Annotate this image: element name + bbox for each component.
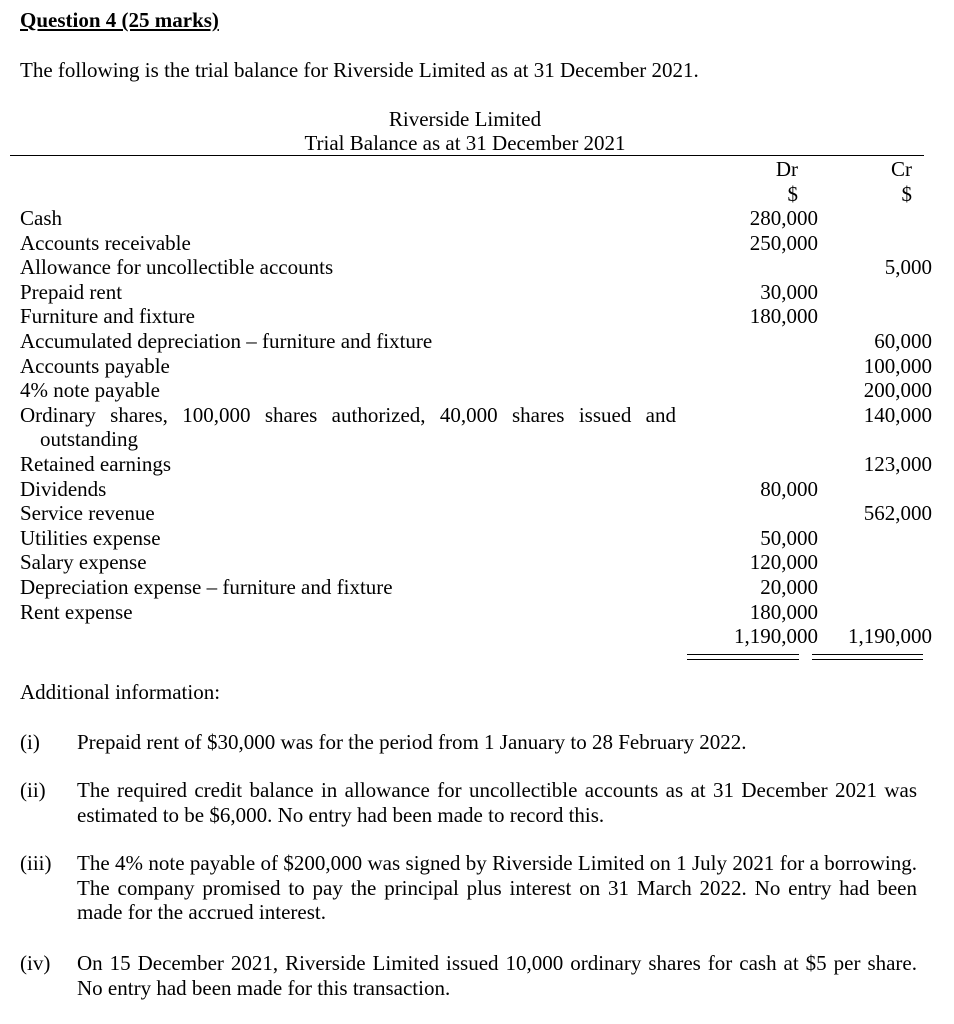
table-row — [20, 477, 920, 502]
dr-amount: 180,000 — [749, 599, 818, 624]
table-row — [20, 304, 920, 329]
dr-amount: 80,000 — [760, 476, 818, 501]
account-name: Salary expense — [20, 550, 147, 575]
dr-amount: 120,000 — [749, 550, 818, 575]
account-name: Cash — [20, 206, 62, 230]
table-row — [20, 575, 920, 600]
account-name: Dividends — [20, 476, 107, 501]
cr-amount: 60,000 — [874, 329, 932, 353]
cr-total: 1,190,000 — [848, 624, 932, 649]
item-text: On 15 December 2021, Riverside Limited issued 10,000 ordinary shares for cash at $5 per share. No entry had been made for this transaction. — [77, 951, 917, 1000]
item-number: (iv) — [20, 951, 51, 975]
table-row — [20, 206, 920, 231]
dr-amount: 50,000 — [760, 525, 818, 550]
account-name: Allowance for uncollectible accounts — [20, 255, 334, 280]
table-row — [20, 231, 920, 256]
item-text: Prepaid rent of $30,000 was for the period from 1 January to 28 February 2022. — [77, 730, 747, 754]
account-name: Depreciation expense – furniture and fixture — [20, 575, 393, 599]
cr-header: Cr — [891, 157, 912, 181]
dr-header: Dr — [775, 157, 798, 181]
dr-total: 1,190,000 — [734, 624, 818, 649]
item-number: (iii) — [20, 851, 52, 875]
cr-amount: 5,000 — [884, 255, 932, 280]
table-row — [20, 550, 920, 575]
table-row — [20, 280, 920, 305]
item-text: The 4% note payable of $200,000 was signed by Riverside Limited on 1 July 2021 for a borrowing. The company promised to pay the principal plus interest on 31 March 2022. No entry had been made for the accrued interest. — [77, 851, 917, 925]
cr-amount: 123,000 — [863, 452, 932, 476]
account-name: Retained earnings — [20, 452, 172, 476]
account-name: Service revenue — [20, 501, 155, 526]
cr-amount: 100,000 — [863, 353, 932, 378]
item-text: The required credit balance in allowance for uncollectible accounts as at 31 December 2021 was estimated to be $6,000. No entry had been made to record this. — [77, 778, 917, 827]
account-name: Accounts receivable — [20, 230, 191, 255]
dr-total-rule — [687, 654, 799, 660]
account-name: Utilities expense — [20, 525, 161, 550]
table-row — [20, 353, 932, 379]
question-heading: Question 4 (25 marks) — [20, 8, 219, 32]
account-name: Ordinary shares, 100,000 shares authorized, 40,000 shares issued and — [20, 402, 676, 427]
item-number: (i) — [20, 730, 40, 754]
cr-total-rule — [812, 654, 923, 660]
table-row — [20, 402, 932, 428]
table-row — [20, 255, 932, 280]
account-name: Accounts payable — [20, 353, 170, 378]
header-rule — [10, 155, 924, 156]
totals-row — [20, 624, 932, 649]
table-row — [20, 378, 932, 403]
company-name: Riverside Limited — [388, 107, 542, 131]
additional-info-title: Additional information: — [20, 680, 221, 704]
dr-amount: 20,000 — [760, 575, 818, 599]
table-row — [20, 501, 932, 526]
table-row — [20, 526, 920, 551]
dr-amount: 30,000 — [760, 279, 818, 304]
item-number: (ii) — [20, 778, 46, 802]
cr-amount: 140,000 — [863, 402, 932, 427]
table-row — [20, 452, 932, 477]
account-name: Rent expense — [20, 599, 133, 624]
table-row — [20, 329, 932, 354]
intro-text: The following is the trial balance for Riverside Limited as at 31 December 2021. — [20, 58, 699, 82]
dr-amount: 180,000 — [749, 304, 818, 329]
dr-currency: $ — [787, 182, 798, 206]
cr-amount: 562,000 — [863, 501, 932, 526]
trial-balance-subtitle: Trial Balance as at 31 December 2021 — [304, 131, 626, 155]
dr-amount: 280,000 — [749, 206, 818, 230]
table-row — [20, 427, 920, 452]
account-name: Prepaid rent — [20, 279, 123, 304]
cr-currency: $ — [901, 182, 912, 206]
account-name: 4% note payable — [20, 378, 160, 403]
account-name: Accumulated depreciation – furniture and fixture — [20, 329, 433, 353]
account-name: outstanding — [40, 427, 138, 452]
cr-amount: 200,000 — [863, 378, 932, 403]
dr-amount: 250,000 — [749, 230, 818, 255]
account-name: Furniture and fixture — [20, 304, 195, 329]
table-row — [20, 600, 920, 625]
